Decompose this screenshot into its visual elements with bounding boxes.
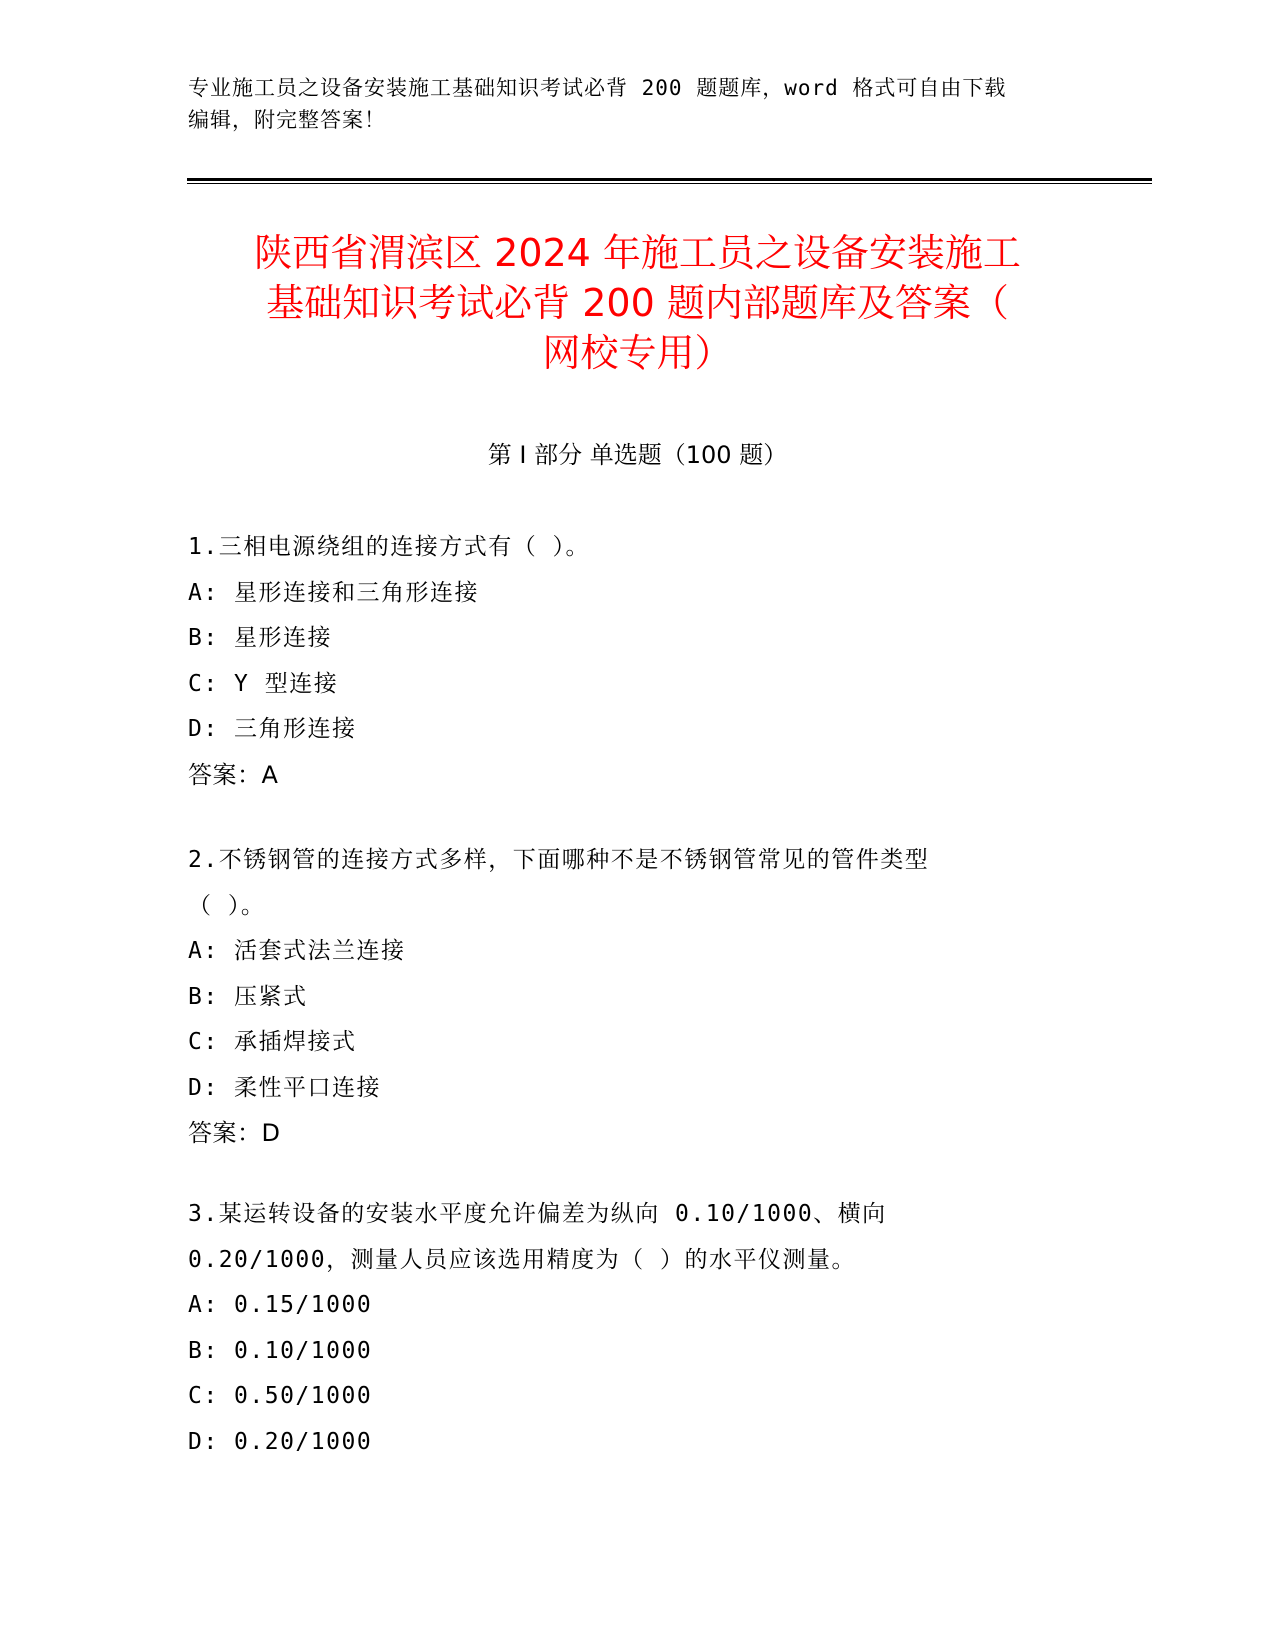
answer-line: 答案：D [188, 1119, 281, 1147]
header-divider-thick [187, 178, 1152, 181]
section-heading: 第 I 部分 单选题（100 题） [487, 441, 788, 469]
option-b: B: 0.10/1000 [188, 1337, 373, 1364]
document-title-line-3: 网校专用） [542, 331, 733, 375]
option-b: B: 星形连接 [188, 625, 333, 651]
question-stem-continued: 0.20/1000，测量人员应该选用精度为（ ）的水平仪测量。 [188, 1246, 856, 1273]
question-stem: 1.三相电源绕组的连接方式有（ ）。 [188, 534, 591, 560]
header-note [188, 72, 1088, 136]
header-divider-thin [187, 183, 1152, 184]
option-b: B: 压紧式 [188, 983, 308, 1010]
question-2 [188, 838, 1108, 1157]
option-a: A: 活套式法兰连接 [188, 938, 406, 964]
question-1 [188, 525, 1108, 798]
question-stem: 2.不锈钢管的连接方式多样，下面哪种不是不锈钢管常见的管件类型 [188, 847, 930, 873]
document-title-line-2: 基础知识考试必背 200 题内部题库及答案（ [266, 281, 1009, 325]
option-c: C: 承插焊接式 [188, 1029, 357, 1055]
question-stem: 3.某运转设备的安装水平度允许偏差为纵向 0.10/1000、横向 [188, 1201, 887, 1227]
option-d: D: 三角形连接 [188, 716, 357, 742]
option-c: C: 0.50/1000 [188, 1383, 373, 1409]
question-stem-continued: （ ）。 [188, 892, 266, 919]
option-a: A: 0.15/1000 [188, 1292, 373, 1318]
header-note-line-1: 专业施工员之设备安装施工基础知识考试必背 200 题题库，word 格式可自由下载 [188, 76, 1007, 100]
header-note-line-2: 编辑，附完整答案！ [188, 108, 386, 132]
document-title [150, 228, 1125, 378]
option-d: D: 0.20/1000 [188, 1428, 373, 1455]
question-3 [188, 1192, 1108, 1465]
option-c: C: Y 型连接 [188, 670, 339, 697]
document-title-line-1: 陕西省渭滨区 2024 年施工员之设备安装施工 [254, 231, 1021, 275]
option-a: A: 星形连接和三角形连接 [188, 579, 480, 606]
answer-line: 答案：A [188, 760, 279, 789]
option-d: D: 柔性平口连接 [188, 1074, 382, 1101]
